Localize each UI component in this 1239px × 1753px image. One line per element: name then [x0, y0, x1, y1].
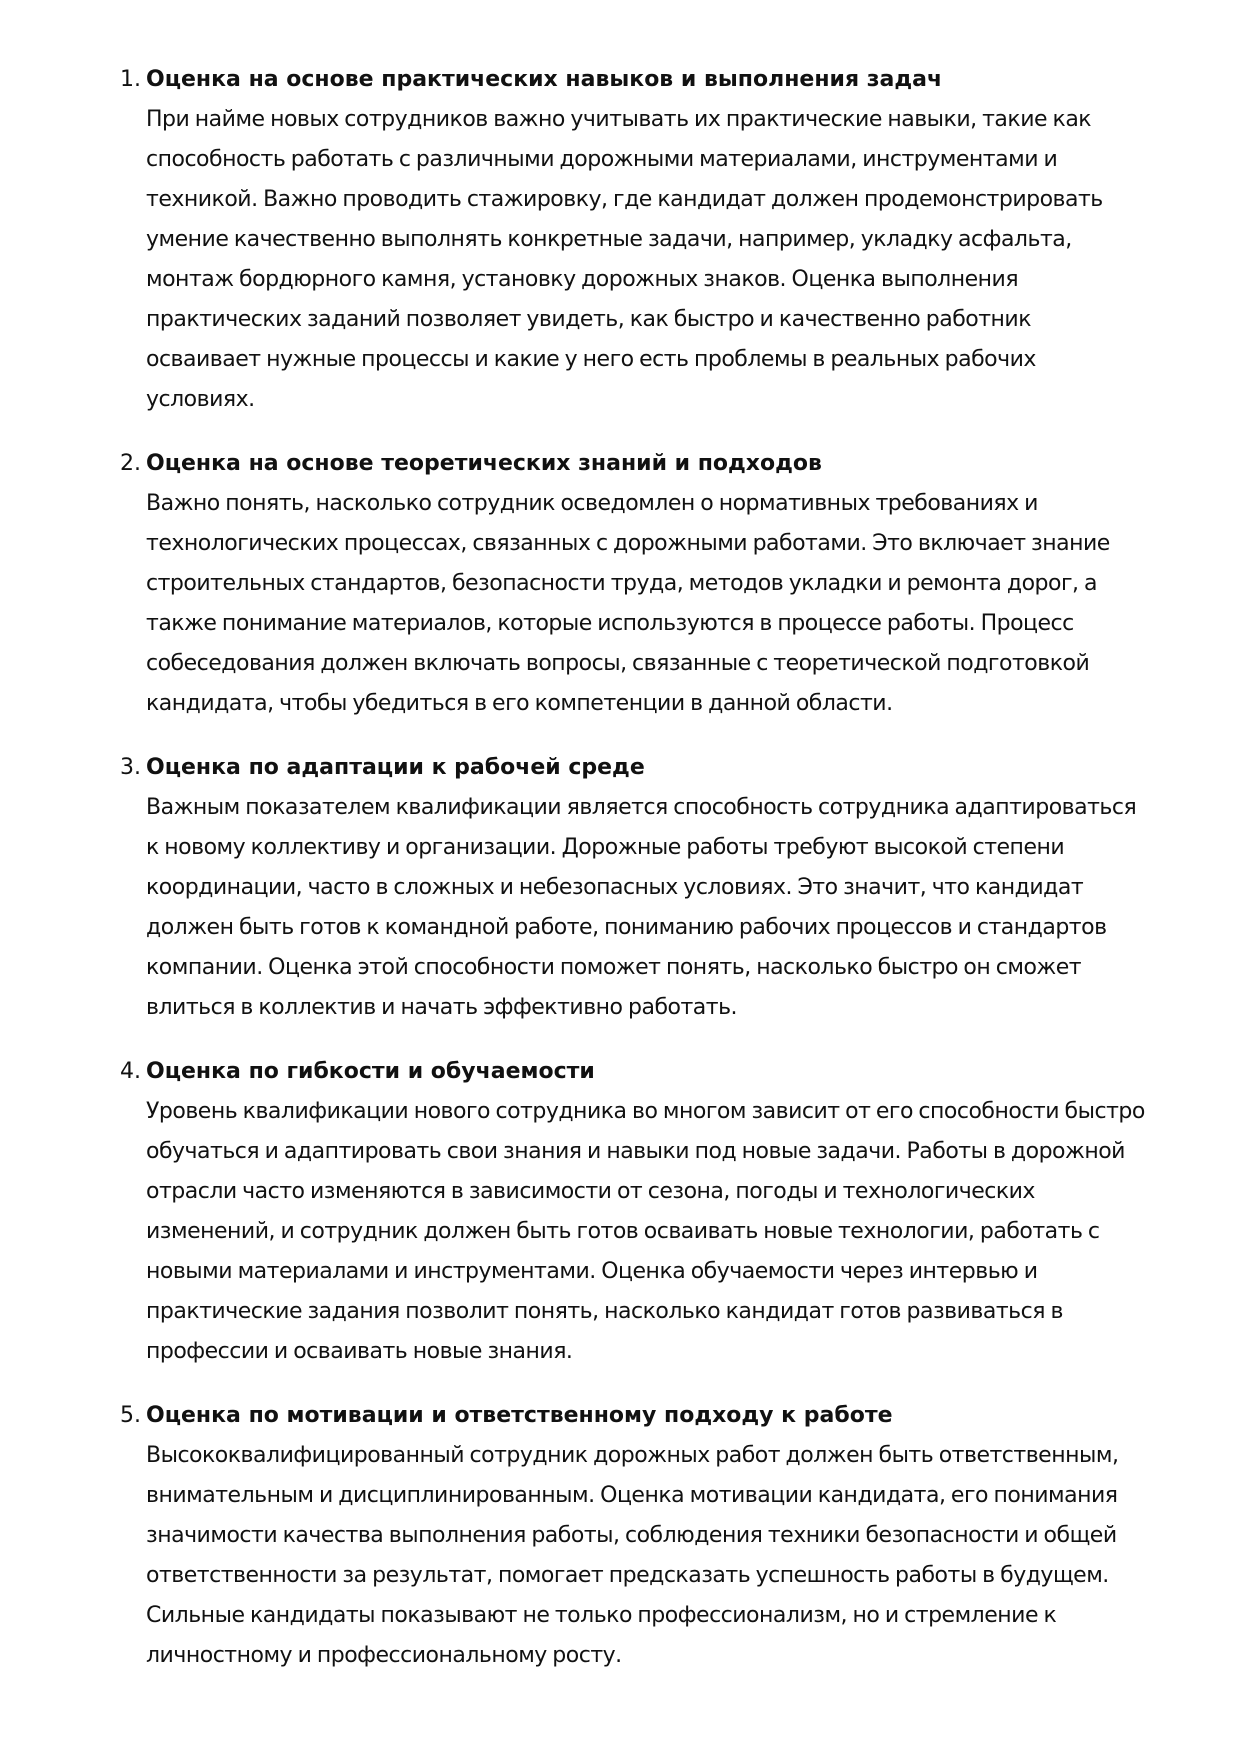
item-text: При найме новых сотрудников важно учитывать их практические навыки, такие как способность работать с различными дорожными материалами, инструментами и техникой. Важно проводить стажировку, где кандидат должен продемонстрировать умение качественно выполнять конкретные задачи, например, укладку асфальта, монтаж бордюрного камня, установку дорожных знаков. Оценка выполнения практических заданий позволяет увидеть, как быстро и качественно работник осваивает нужные процессы и какие у него есть проблемы в реальных рабочих условиях. — [146, 107, 1103, 412]
item-number: 4. — [120, 1059, 141, 1084]
item-text: Высококвалифицированный сотрудник дорожных работ должен быть ответственным, внимательным и дисциплинированным. Оценка мотивации кандидата, его понимания значимости качества выполнения работы, соблюдения техники безопасности и общей ответственности за результат, помогает предсказать успешность работы в будущем. Сильные кандидаты показывают не только профессионализм, но и стремление к личностному и профессиональному росту. — [146, 1443, 1119, 1668]
list-item — [120, 748, 1139, 1028]
criteria-list — [120, 60, 1145, 1676]
item-number: 1. — [120, 67, 141, 92]
item-text: Уровень квалификации нового сотрудника во многом зависит от его способности быстро обучаться и адаптировать свои знания и навыки под новые задачи. Работы в дорожной отрасли часто изменяются в зависимости от сезона, погоды и технологических изменений, и сотрудник должен быть готов осваивать новые технологии, работать с новыми материалами и инструментами. Оценка обучаемости через интервью и практические задания позволит понять, насколько кандидат готов развиваться в профессии и осваивать новые знания. — [146, 1099, 1145, 1364]
list-item — [120, 60, 1139, 420]
list-item — [120, 1396, 1139, 1676]
item-text: Важным показателем квалификации является способность сотрудника адаптироваться к новому коллективу и организации. Дорожные работы требуют высокой степени координации, часто в сложных и небезопасных условиях. Это значит, что кандидат должен быть готов к командной работе, пониманию рабочих процессов и стандартов компании. Оценка этой способности поможет понять, насколько быстро он сможет влиться в коллектив и начать эффективно работать. — [146, 795, 1137, 1020]
list-item — [120, 444, 1139, 724]
list-item — [120, 1052, 1145, 1372]
item-title: Оценка по мотивации и ответственному подходу к работе — [146, 1403, 893, 1428]
item-number: 5. — [120, 1403, 141, 1428]
item-number: 3. — [120, 755, 141, 780]
item-title: Оценка на основе теоретических знаний и подходов — [146, 451, 822, 476]
item-number: 2. — [120, 451, 141, 476]
item-title: Оценка по гибкости и обучаемости — [146, 1059, 595, 1084]
item-title: Оценка по адаптации к рабочей среде — [146, 755, 645, 780]
item-text: Важно понять, насколько сотрудник осведомлен о нормативных требованиях и технологических процессах, связанных с дорожными работами. Это включает знание строительных стандартов, безопасности труда, методов укладки и ремонта дорог, а также понимание материалов, которые используются в процессе работы. Процесс собеседования должен включать вопросы, связанные с теоретической подготовкой кандидата, чтобы убедиться в его компетенции в данной области. — [146, 491, 1110, 716]
item-title: Оценка на основе практических навыков и выполнения задач — [146, 67, 943, 92]
